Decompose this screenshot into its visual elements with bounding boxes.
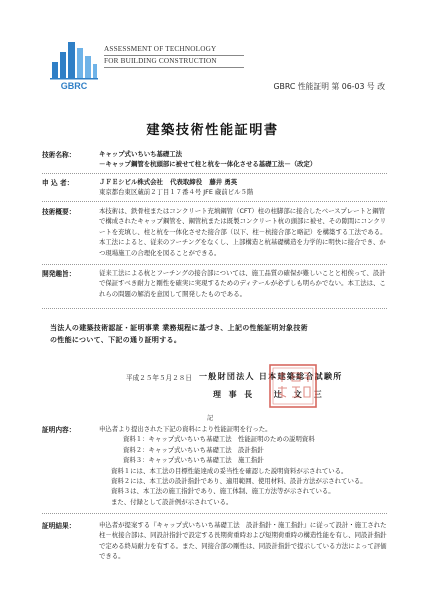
issue-date: 平成２５年５月２８日 xyxy=(126,374,192,382)
org-name-line2: FOR BUILDING CONSTRUCTION xyxy=(104,56,244,68)
issuer-organization: 一般財団法人 日本建築総合試験所 xyxy=(199,372,343,381)
applicant-label: 申 込 者： xyxy=(42,179,74,187)
proof-intro: 申込者より提出された下記の資料により性能証明を行った。 xyxy=(99,425,272,433)
certificate-number: GBRC 性能証明 第 06-03 号 改 xyxy=(273,82,385,91)
background-label: 開発趣旨： xyxy=(42,270,76,278)
org-name-line1: ASSESSMENT OF TECHNOLOGY xyxy=(104,44,244,56)
proof-doc-1: 資料１：キャップ式いちいち基礎工法 性能証明のための説明資料 xyxy=(123,435,315,444)
tech-name-label: 技術名称： xyxy=(42,151,76,159)
org-name-english xyxy=(104,44,244,68)
issuer-rep-name: 辻文三 xyxy=(273,390,334,399)
proof-note-4: また、付録として設計例が示されている。 xyxy=(111,497,233,506)
applicant-address: 東京都台東区蔵前２丁目１７番４号 JFE 蔵前ビル５階 xyxy=(99,188,254,197)
seal-icon xyxy=(268,363,318,409)
divider xyxy=(42,308,387,309)
overview-text: 本技術は、鉄骨柱またはコンクリート充填鋼管（CFT）柱の柱脚部に接合したベースプレートと鋼管で構成されたキャップ鋼管を、鋼管杭または既製コンクリート杭の頭部に被せ、その隙間にコンクリートを充填し、柱と杭を一体化させた接合部（以下、柱－杭接合部と略記）を構築する工法である。本工法によると、従来のフーチングをなくし、上部構造と杭基礎構造を力学的に明快に接合でき、かつ現場施工の合理化を図ることができる。 xyxy=(99,207,387,257)
tech-name-line2: －キャップ鋼管を杭頭部に被せて柱と杭を一体化させる基礎工法－（改定） xyxy=(99,160,317,169)
applicant-value xyxy=(99,177,387,198)
divider xyxy=(42,201,387,202)
proof-note-2: 資料２には、本工法の設計指針であり、適用範囲、使用材料、設計方法が示されている。 xyxy=(111,477,367,486)
applicant-rep-title: 代表取締役 xyxy=(170,178,203,186)
issuer-rep-title: 理 事 長 xyxy=(213,390,255,399)
certification-statement xyxy=(50,322,385,346)
logo-text: GBRC xyxy=(60,81,88,91)
tech-name-value xyxy=(99,149,387,170)
document-title: 建築技術性能証明書 xyxy=(146,123,279,138)
proof-content xyxy=(99,424,387,507)
result-label: 証明結果： xyxy=(42,522,76,530)
background-text: 従来工法による杭とフーチングの接合部については、施工品質の確保が難しいことと相俟って、設計で保証すべき耐力と剛性を確実に実現するためのディテールが必ずしも明らかでない。本工法は、これらの問題の解消を意図して開発したものである。 xyxy=(99,269,386,298)
gbrc-logo xyxy=(44,32,104,92)
applicant-rep-name: 藤井 勇英 xyxy=(209,178,238,186)
proof-note-1: 資料１には、本工法の目標性能達成の妥当性を確認した説明資料が示されている。 xyxy=(111,466,348,475)
ki-mark: 記 xyxy=(207,415,214,422)
building-skyline-icon xyxy=(44,32,104,92)
statement-line2: の性能について、下記の通り証明する。 xyxy=(50,336,182,345)
result-text: 申込者が提案する『キャップ式いちいち基礎工法 設計指針・施工指針』に従って設計・施工された柱－杭接合部は、同設計指針で設定する長期荷重時および短期荷重時の構造性能を有し、同設計指針で定める終局耐力を有する。また、同接合部の剛性は、同設計指針で提示している方法によって評価できる。 xyxy=(99,521,387,561)
overview-label: 技術概要： xyxy=(42,208,76,216)
official-seal-stamp xyxy=(268,363,318,409)
divider xyxy=(42,264,387,265)
tech-name-line1: キャップ式いちいち基礎工法 xyxy=(99,150,183,158)
divider xyxy=(42,513,387,514)
proof-label: 証明内容： xyxy=(42,426,76,434)
statement-line1: 当法人の建築技術認証・証明事業 業務規程に基づき、上記の性能証明対象技術 xyxy=(50,324,308,332)
applicant-company: ＪＦＥシビル株式会社 xyxy=(99,178,163,186)
divider xyxy=(42,173,387,174)
proof-doc-2: 資料２：キャップ式いちいち基礎工法 設計指針 xyxy=(123,445,264,454)
proof-note-3: 資料３は、本工法の施工指針であり、施工体制、施工方法等が示されている。 xyxy=(111,487,335,496)
proof-doc-3: 資料３：キャップ式いちいち基礎工法 施工指針 xyxy=(123,456,264,465)
